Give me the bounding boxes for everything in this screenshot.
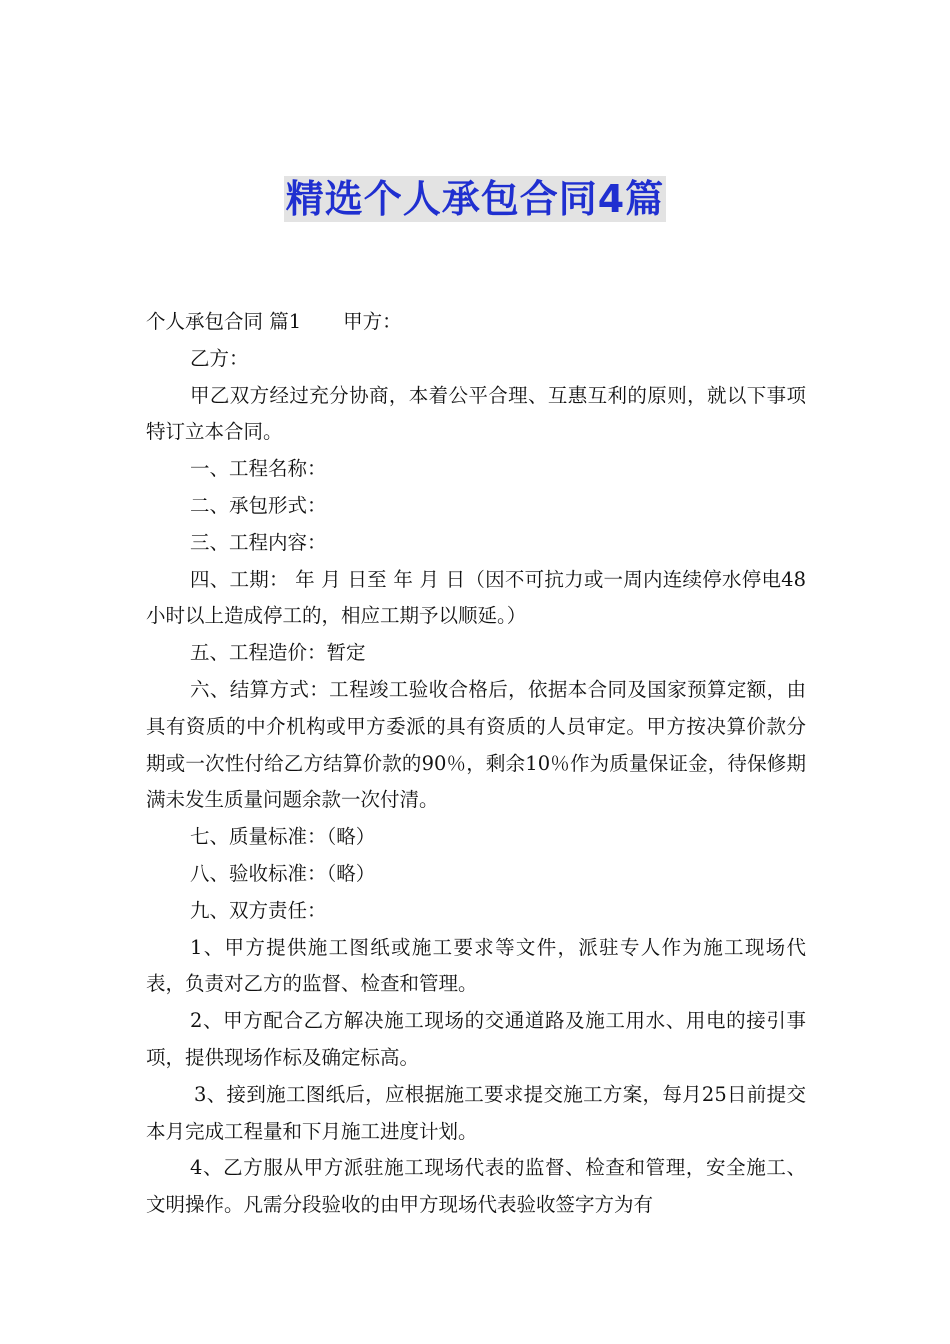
clause-settlement: 六、结算方式：工程竣工验收合格后，依据本合同及国家预算定额，由具有资质的中介机构或甲方委派的具有资质的人员审定。甲方按决算价款分期或一次性付给乙方结算价款的90％，剩余10％作为质量保证金，待保修期满未发生质量问题余款一次付清。 [146,677,806,812]
document-body [146,304,806,1224]
clause-acceptance-standard: 八、验收标准：（略） [190,861,376,885]
party-a-label: 甲方： [343,310,402,333]
responsibility-item-2: 2、甲方配合乙方解决施工现场的交通道路及施工用水、用电的接引事项，提供现场作标及确定标高。 [146,1009,806,1069]
contract-heading-line [146,304,806,341]
clause-project-name: 一、工程名称： [190,457,327,481]
document-title: 精选个人承包合同4篇 [285,177,665,221]
clause-contract-form: 二、承包形式： [190,493,327,517]
clause-project-content: 三、工程内容： [190,530,327,554]
responsibility-item-3: 3、接到施工图纸后，应根据施工要求提交施工方案，每月25日前提交本月完成工程量和下月施工进度计划。 [146,1082,806,1143]
title-wrap [0,176,950,222]
clause-duration: 四、工期： 年 月 日至 年 月 日（因不可抗力或一周内连续停水停电48小时以上造成停工的，相应工期予以顺延。） [146,567,806,628]
party-b-label: 乙方： [190,346,249,370]
contract-heading: 个人承包合同 篇1 [146,310,302,333]
preamble-paragraph: 甲乙双方经过充分协商，本着公平合理、互惠互利的原则，就以下事项特订立本合同。 [146,383,806,444]
clause-cost: 五、工程造价：暂定 [190,641,366,665]
clause-quality-standard: 七、质量标准：（略） [190,825,376,849]
responsibility-item-1: 1、甲方提供施工图纸或施工要求等文件，派驻专人作为施工现场代表，负责对乙方的监督、检查和管理。 [146,935,806,996]
responsibility-item-4: 4、乙方服从甲方派驻施工现场代表的监督、检查和管理，安全施工、文明操作。凡需分段验收的由甲方现场代表验收签字方为有 [146,1156,806,1217]
clause-responsibilities: 九、双方责任： [190,898,327,922]
